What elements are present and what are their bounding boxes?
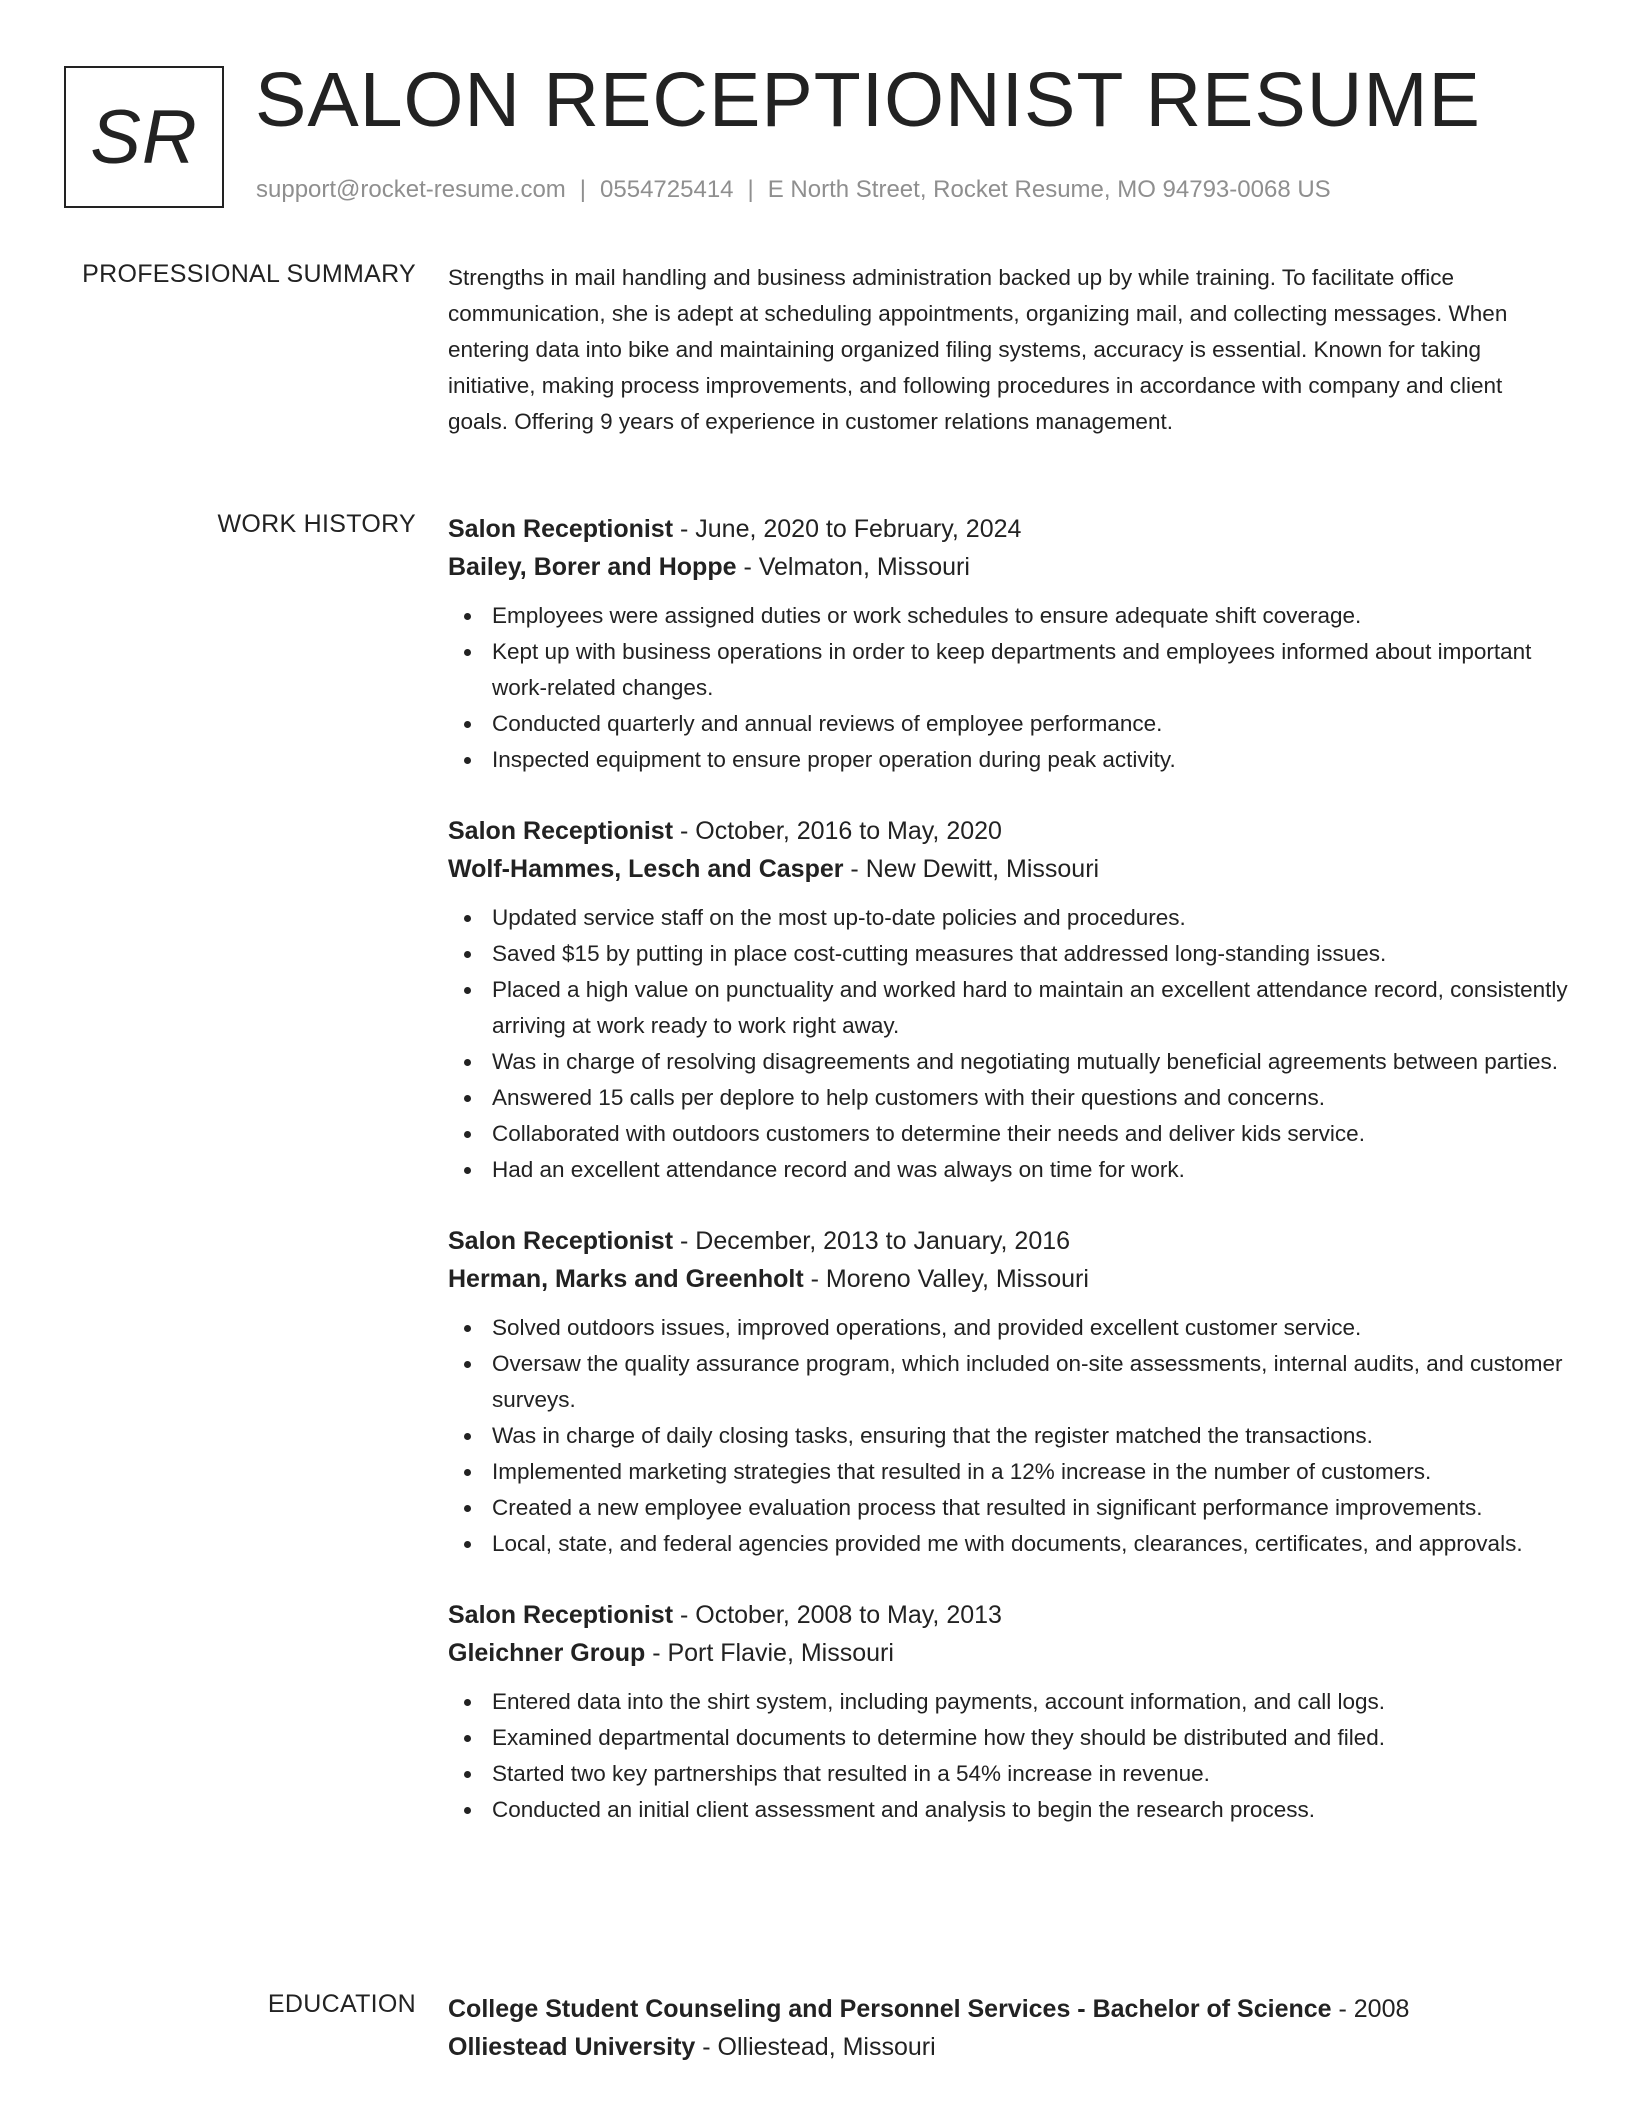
education-school-line — [448, 2028, 1568, 2066]
job-bullet: Saved $15 by putting in place cost-cutting measures that addressed long-standing issues. — [448, 936, 1568, 972]
job-title-line — [448, 1222, 1568, 1260]
job-bullet-list — [448, 900, 1568, 1188]
job-title: Salon Receptionist — [448, 817, 674, 845]
job-bullet: Created a new employee evaluation process that resulted in significant performance improvements. — [448, 1490, 1568, 1526]
job-location: - Port Flavie, Missouri — [645, 1639, 894, 1667]
job-bullet: Answered 15 calls per deplore to help customers with their questions and concerns. — [448, 1080, 1568, 1116]
resume-title: SALON RECEPTIONIST RESUME — [255, 57, 1481, 143]
job-bullet: Conducted quarterly and annual reviews of employee performance. — [448, 706, 1568, 742]
job-dates: - June, 2020 to February, 2024 — [673, 515, 1022, 543]
job-bullet: Implemented marketing strategies that resulted in a 12% increase in the number of customers. — [448, 1454, 1568, 1490]
job-company: Herman, Marks and Greenholt — [448, 1265, 804, 1293]
job-entry — [448, 812, 1568, 1188]
job-bullet: Employees were assigned duties or work schedules to ensure adequate shift coverage. — [448, 598, 1568, 634]
job-company-line — [448, 850, 1568, 888]
job-bullet-list — [448, 598, 1568, 778]
job-bullet: Kept up with business operations in order to keep departments and employees informed about important work-related changes. — [448, 634, 1568, 706]
job-bullet: Had an excellent attendance record and was always on time for work. — [448, 1152, 1568, 1188]
summary-text: Strengths in mail handling and business administration backed up by while training. To facilitate office communication, she is adept at scheduling appointments, organizing mail, and collecting messages. When entering data into bike and maintaining organized filing systems, accuracy is essential. Known for taking initiative, making process improvements, and following procedures in accordance with company and client goals. Offering 9 years of experience in customer relations management. — [448, 265, 1508, 434]
job-bullet: Examined departmental documents to determine how they should be distributed and filed. — [448, 1720, 1568, 1756]
education-heading: EDUCATION — [267, 1990, 416, 2018]
education-degree: College Student Counseling and Personnel Services - Bachelor of Science — [448, 1995, 1332, 2023]
job-entry — [448, 510, 1568, 778]
contact-address: E North Street, Rocket Resume, MO 94793-0068 US — [767, 176, 1331, 203]
job-company: Bailey, Borer and Hoppe — [448, 553, 737, 581]
contact-phone: 0554725414 — [600, 176, 734, 203]
job-dates: - October, 2008 to May, 2013 — [673, 1601, 1002, 1629]
job-bullet: Started two key partnerships that resulted in a 54% increase in revenue. — [448, 1756, 1568, 1792]
job-location: - Velmaton, Missouri — [736, 553, 970, 581]
work-history-heading: WORK HISTORY — [217, 510, 416, 538]
job-company: Gleichner Group — [448, 1639, 646, 1667]
job-location: - Moreno Valley, Missouri — [803, 1265, 1089, 1293]
job-bullet: Oversaw the quality assurance program, which included on-site assessments, internal audits, and customer surveys. — [448, 1346, 1568, 1418]
job-bullet-list — [448, 1310, 1568, 1562]
job-title: Salon Receptionist — [448, 515, 674, 543]
job-entry — [448, 1596, 1568, 1828]
job-company-line — [448, 1634, 1568, 1672]
job-bullet: Entered data into the shirt system, including payments, account information, and call logs. — [448, 1684, 1568, 1720]
job-entry — [448, 1222, 1568, 1562]
contact-separator: | — [579, 176, 587, 203]
contact-email: support@rocket-resume.com — [256, 176, 566, 203]
job-title: Salon Receptionist — [448, 1601, 674, 1629]
job-company: Wolf-Hammes, Lesch and Casper — [448, 855, 844, 883]
job-bullet-list — [448, 1684, 1568, 1828]
education-list — [448, 1990, 1568, 2090]
job-bullet: Was in charge of daily closing tasks, ensuring that the register matched the transactions. — [448, 1418, 1568, 1454]
education-location: - Olliestead, Missouri — [695, 2033, 936, 2061]
job-location: - New Dewitt, Missouri — [843, 855, 1100, 883]
work-history-list — [448, 510, 1568, 1862]
job-company-line — [448, 548, 1568, 586]
job-bullet: Inspected equipment to ensure proper operation during peak activity. — [448, 742, 1568, 778]
contact-line — [256, 176, 1331, 204]
job-bullet: Conducted an initial client assessment and analysis to begin the research process. — [448, 1792, 1568, 1828]
job-bullet: Collaborated with outdoors customers to determine their needs and deliver kids service. — [448, 1116, 1568, 1152]
job-bullet: Was in charge of resolving disagreements and negotiating mutually beneficial agreements between parties. — [448, 1044, 1568, 1080]
job-company-line — [448, 1260, 1568, 1298]
job-bullet: Solved outdoors issues, improved operations, and provided excellent customer service. — [448, 1310, 1568, 1346]
education-entry — [448, 1990, 1568, 2066]
summary-heading: PROFESSIONAL SUMMARY — [82, 260, 416, 288]
education-year: - 2008 — [1331, 1995, 1410, 2023]
job-bullet: Updated service staff on the most up-to-date policies and procedures. — [448, 900, 1568, 936]
job-bullet: Placed a high value on punctuality and worked hard to maintain an excellent attendance record, consistently arriving at work ready to work right away. — [448, 972, 1568, 1044]
job-title-line — [448, 1596, 1568, 1634]
monogram-box — [64, 66, 224, 208]
education-school: Olliestead University — [448, 2033, 696, 2061]
job-dates: - December, 2013 to January, 2016 — [673, 1227, 1071, 1255]
job-title: Salon Receptionist — [448, 1227, 674, 1255]
education-degree-line — [448, 1990, 1568, 2028]
job-title-line — [448, 510, 1568, 548]
job-title-line — [448, 812, 1568, 850]
contact-separator: | — [747, 176, 754, 203]
job-bullet: Local, state, and federal agencies provided me with documents, clearances, certificates, and approvals. — [448, 1526, 1568, 1562]
monogram-initials: SR — [90, 94, 198, 180]
job-dates: - October, 2016 to May, 2020 — [673, 817, 1002, 845]
